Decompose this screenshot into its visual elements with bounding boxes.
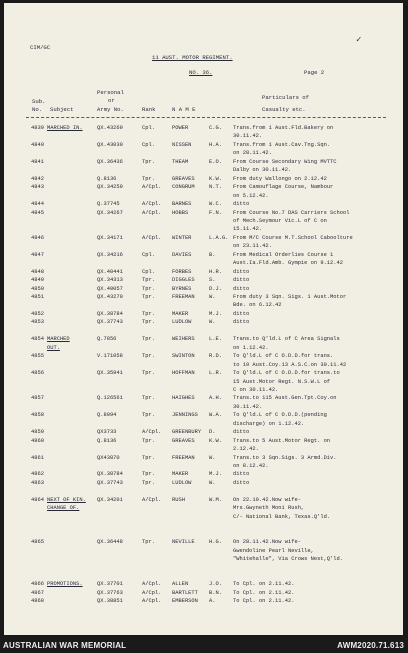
- unit-title: 11 AUST. MOTOR REGIMENT.: [152, 54, 233, 61]
- table-row: [4, 523, 403, 531]
- table-row: [4, 143, 403, 151]
- table-row: [4, 515, 403, 523]
- entry-army-number: QX.40057: [97, 285, 123, 292]
- col-or: or: [108, 97, 115, 104]
- table-row: [4, 261, 403, 269]
- table-row: [4, 236, 403, 244]
- table-row: [4, 211, 403, 219]
- table-row: [4, 371, 403, 379]
- entry-number: 4844: [31, 201, 44, 208]
- table-row: [4, 346, 403, 354]
- entry-initials: W.C.: [209, 201, 222, 208]
- table-row: [4, 312, 403, 320]
- entry-particulars: Mrs.Gwyneth Moni Rush,: [233, 505, 305, 512]
- entry-surname: ALLEN: [172, 581, 189, 588]
- entry-particulars: To Q'ld.L of C O.D.D.(pending: [233, 412, 327, 419]
- order-number: NO. 36.: [189, 69, 213, 76]
- entry-subject: CHANGE OF.: [47, 505, 80, 512]
- table-row: [4, 430, 403, 438]
- entry-number: 4857: [31, 395, 44, 402]
- entry-rank: A/Cpl.: [142, 201, 162, 208]
- entry-surname: GREENBURY: [172, 429, 202, 436]
- entry-particulars: To Cpl. on 2.11.42.: [233, 589, 295, 596]
- entry-army-number: Q.7856: [97, 336, 117, 343]
- entry-surname: FREEMAN: [172, 294, 195, 300]
- table-row: [4, 126, 403, 134]
- table-row: [4, 363, 403, 371]
- entry-number: 4848: [31, 268, 44, 275]
- table-row: [4, 565, 403, 573]
- entry-particulars: To Cpl. on 2.11.42.: [233, 598, 295, 605]
- table-row: [4, 549, 403, 557]
- table-row: [4, 447, 403, 455]
- entry-army-number: QX.37701: [97, 581, 123, 588]
- entry-particulars: on 8.12.42.: [233, 463, 269, 469]
- entry-surname: BARNES: [172, 201, 192, 208]
- entry-number: 4839: [31, 125, 44, 131]
- entry-surname: GREAVES: [172, 437, 195, 444]
- entry-army-number: Q.8094: [97, 412, 117, 419]
- entry-army-number: Q.126561: [97, 395, 123, 402]
- entry-number: 4851: [31, 294, 44, 300]
- entry-army-number: QX.43030: [97, 141, 123, 148]
- entry-particulars: To Q'ld.L of C O.D.D.for trans.to: [233, 370, 340, 376]
- entry-surname: JENNINGS: [172, 412, 198, 419]
- entry-rank: Tpr.: [142, 395, 155, 402]
- entry-particulars: discharge) on 1.12.42.: [233, 420, 305, 427]
- col-sub: Sub.: [32, 98, 46, 105]
- entry-initials: C.G.: [209, 125, 222, 131]
- table-row: [4, 160, 403, 168]
- entry-rank: Tpr.: [142, 158, 155, 165]
- entry-particulars: on 28.11.42.: [233, 150, 272, 157]
- entry-particulars: ditto: [233, 201, 250, 208]
- archive-footer: [0, 637, 408, 653]
- entry-number: 4863: [31, 479, 44, 486]
- entry-surname: LUDLOW: [172, 479, 192, 486]
- entry-rank: Cpl.: [142, 251, 155, 258]
- col-particulars: Particulars of: [262, 94, 309, 101]
- entry-surname: EMBERSON: [172, 598, 198, 605]
- col-casualty: Casualty etc.: [262, 106, 306, 113]
- entry-rank: Tpr.: [142, 471, 155, 478]
- entry-subject: OUT.: [47, 344, 60, 351]
- entry-particulars: 30.11.42.: [233, 403, 263, 410]
- entry-particulars: ditto: [233, 285, 250, 292]
- entry-particulars: ditto: [233, 471, 250, 478]
- entry-number: 4842: [31, 175, 44, 182]
- entry-rank: Tpr.: [142, 336, 155, 343]
- entry-rank: A/Cpl.: [142, 581, 162, 588]
- entry-initials: B.: [209, 251, 216, 258]
- entry-initials: J.O.: [209, 581, 222, 588]
- entry-rank: Tpr.: [142, 370, 155, 376]
- header-rule: [26, 117, 386, 118]
- entry-surname: RUSH: [172, 496, 185, 503]
- table-row: [4, 320, 403, 328]
- entry-army-number: QX3733: [97, 429, 117, 436]
- entry-army-number: QX.37743: [97, 319, 123, 326]
- entry-particulars: From Camouflage Course, Nambour: [233, 184, 334, 191]
- table-row: [4, 413, 403, 421]
- entry-particulars: From duty Wallongo on 2.12.42: [233, 175, 327, 182]
- entry-particulars: Trans.to Q'ld.L of C Area Signals: [233, 336, 340, 343]
- entry-particulars: On 28.11.42.Now wife-: [233, 539, 301, 545]
- entry-army-number: QX.40441: [97, 268, 123, 275]
- entry-rank: Tpr.: [142, 539, 155, 545]
- table-row: [4, 599, 403, 607]
- table-row: [4, 219, 403, 227]
- entry-number: 4855: [31, 353, 44, 360]
- entry-initials: W.: [209, 294, 216, 300]
- check-mark-icon: ✓: [356, 35, 362, 45]
- entry-army-number: QX.38851: [97, 598, 123, 605]
- archive-id: AWM2020.71.613: [337, 641, 404, 650]
- entry-army-number: Q.8136: [97, 175, 117, 182]
- entry-particulars: on 5.12.42.: [233, 192, 269, 199]
- entry-particulars: 15.11.42.: [233, 226, 263, 233]
- entry-particulars: on 1.12.42.: [233, 344, 269, 351]
- entry-particulars: to 19 Aust.Coy.13 A.S.C.on 30.11.42: [233, 361, 347, 368]
- page-number: Page 2: [304, 69, 325, 76]
- entry-army-number: QX.36448: [97, 539, 123, 545]
- entry-number: 4847: [31, 251, 44, 258]
- entry-rank: A/Cpl.: [142, 209, 162, 216]
- entry-number: 4865: [31, 539, 44, 545]
- table-row: [4, 202, 403, 210]
- entry-surname: HOBBS: [172, 209, 189, 216]
- col-rank: Rank: [142, 106, 156, 113]
- entry-army-number: QX.43269: [97, 125, 123, 131]
- entry-surname: WEIHERS: [172, 336, 195, 343]
- entry-initials: L.A.G.: [209, 234, 229, 241]
- entry-initials: S.: [209, 277, 216, 284]
- entry-initials: N.T.: [209, 184, 222, 191]
- entry-particulars: ditto: [233, 268, 250, 275]
- entry-initials: M.J.: [209, 471, 222, 478]
- entry-army-number: QX.34201: [97, 496, 123, 503]
- entry-army-number: QX.34171: [97, 234, 123, 241]
- entry-subject: PROMOTIONS.: [47, 581, 83, 588]
- col-army-no: Army No.: [97, 106, 124, 113]
- entry-number: 4856: [31, 370, 44, 376]
- entry-rank: A/Cpl.: [142, 496, 162, 503]
- entry-number: 4841: [31, 158, 44, 165]
- table-row: [4, 380, 403, 388]
- entry-rank: A/Cpl.: [142, 598, 162, 605]
- entry-surname: POWER: [172, 125, 189, 131]
- entry-army-number: QX.34259: [97, 184, 123, 191]
- entry-number: 4843: [31, 184, 44, 191]
- entry-particulars: of Mech.Seymour Vic.L of C on: [233, 217, 327, 224]
- entry-surname: HAIGHES: [172, 395, 195, 402]
- entry-initials: W.M.: [209, 496, 222, 503]
- entry-rank: Cpl.: [142, 125, 155, 131]
- entry-particulars: C on 30.11.42.: [233, 386, 279, 393]
- entry-number: 4840: [31, 141, 44, 148]
- entry-surname: FORBES: [172, 268, 192, 275]
- table-row: [4, 439, 403, 447]
- entry-initials: E.O.: [209, 158, 222, 165]
- entry-army-number: QX43870: [97, 454, 120, 461]
- entry-rank: Cpl.: [142, 268, 155, 275]
- table-row: [4, 582, 403, 590]
- entry-subject: MARCHED: [47, 336, 70, 343]
- entry-initials: M.J.: [209, 310, 222, 317]
- table-row: [4, 456, 403, 464]
- entry-particulars: 30.11.42.: [233, 133, 263, 140]
- entry-number: 4853: [31, 319, 44, 326]
- entry-number: 4866: [31, 581, 44, 588]
- table-row: [4, 472, 403, 480]
- col-name: N A M E: [172, 106, 196, 113]
- entry-number: 4858: [31, 412, 44, 419]
- entry-rank: Tpr.: [142, 353, 155, 360]
- entry-surname: NEVILLE: [172, 539, 195, 545]
- table-row: [4, 303, 403, 311]
- entry-surname: FREEMAN: [172, 454, 195, 461]
- table-row: [4, 168, 403, 176]
- entry-army-number: Q.37745: [97, 201, 120, 208]
- table-row: [4, 270, 403, 278]
- entry-particulars: ditto: [233, 429, 250, 436]
- entry-army-number: Q.8136: [97, 437, 117, 444]
- table-row: [4, 591, 403, 599]
- entry-surname: DIGGLES: [172, 277, 195, 284]
- entry-army-number: QX.37743: [97, 479, 123, 486]
- entry-particulars: From Course No.7 DAS Carriers School: [233, 209, 350, 216]
- entry-surname: BYRNES: [172, 285, 192, 292]
- entry-particulars: On 22.10.42.Now wife-: [233, 496, 301, 503]
- entry-initials: W.A.: [209, 412, 222, 419]
- entry-particulars: ditto: [233, 310, 250, 317]
- entry-surname: LUDLOW: [172, 319, 192, 326]
- entry-particulars: 15 Aust.Motor Regt. N.S.W.L of: [233, 378, 331, 385]
- table-row: [4, 396, 403, 404]
- entry-particulars: 2.12.42.: [233, 446, 259, 453]
- entry-rank: Tpr.: [142, 294, 155, 300]
- entry-particulars: C/- National Bank, Texas.Q'ld.: [233, 513, 331, 520]
- entry-initials: K.W.: [209, 437, 222, 444]
- entry-number: 4861: [31, 454, 44, 461]
- entry-rank: A/Cpl.: [142, 589, 162, 596]
- table-row: [4, 422, 403, 430]
- entry-surname: THEAM: [172, 158, 189, 165]
- entry-army-number: QX.34313: [97, 277, 123, 284]
- entry-particulars: From Medical Orderlies Course 1: [233, 251, 334, 258]
- entry-particulars: From Course Secondary Wing MVTTC: [233, 158, 337, 165]
- entry-surname: GREAVES: [172, 175, 195, 182]
- entry-rank: A/Cpl.: [142, 429, 162, 436]
- entry-army-number: QX.38784: [97, 310, 123, 317]
- entry-number: 4868: [31, 598, 44, 605]
- entry-army-number: QX.37763: [97, 589, 123, 596]
- archive-name: AUSTRALIAN WAR MEMORIAL: [3, 641, 127, 650]
- entry-particulars: Dalby on 30.11.42.: [233, 167, 292, 174]
- entry-particulars: Trans.to 3 Sqn.Sigs. 3 Armd.Div.: [233, 454, 337, 461]
- reference-code: CIM/GC: [30, 44, 51, 51]
- entry-particulars: Trans.to 115 Aust.Gen.Tpt.Coy.on: [233, 395, 337, 402]
- entry-initials: L.R.: [209, 370, 222, 376]
- table-row: [4, 134, 403, 142]
- entry-number: 4867: [31, 589, 44, 596]
- entry-number: 4864: [31, 496, 44, 503]
- entry-rank: Tpr.: [142, 175, 155, 182]
- entry-particulars: ditto: [233, 319, 250, 326]
- entry-initials: L.E.: [209, 336, 222, 343]
- entry-initials: H.R.: [209, 268, 222, 275]
- entry-particulars: Trans.from 1 Aust.Cav.Tng.Sqn.: [233, 141, 331, 148]
- entry-particulars: "Whitehalle", Via Crows Nest,Q'ld.: [233, 556, 343, 562]
- entry-rank: Tpr.: [142, 277, 155, 284]
- entry-initials: W.: [209, 319, 216, 326]
- table-row: [4, 295, 403, 303]
- entry-rank: Cpl.: [142, 141, 155, 148]
- entry-initials: H.G.: [209, 539, 222, 545]
- entry-army-number: QX.35941: [97, 370, 123, 376]
- entry-initials: W.: [209, 454, 216, 461]
- entry-number: 4845: [31, 209, 44, 216]
- table-row: [4, 532, 403, 540]
- entry-surname: MAKER: [172, 310, 189, 317]
- entry-number: 4860: [31, 437, 44, 444]
- entry-rank: Tpr.: [142, 437, 155, 444]
- entry-rank: Tpr.: [142, 454, 155, 461]
- table-row: [4, 557, 403, 565]
- table-row: [4, 354, 403, 362]
- table-row: [4, 405, 403, 413]
- table-row: [4, 337, 403, 345]
- entry-particulars: From duty 3 Sqn. Sigs. 1 Aust.Motor: [233, 294, 347, 300]
- entry-particulars: From M/C Course M.T.School Caboolture: [233, 234, 353, 241]
- entry-initials: B.N.: [209, 589, 222, 596]
- entry-rank: A/Cpl.: [142, 234, 162, 241]
- entry-particulars: Aust.Ia.Fld.Amb. Gympie on 9.12.42: [233, 260, 343, 267]
- entry-initials: K.W.: [209, 175, 222, 182]
- entry-particulars: Trans.from 1 Aust.Fld.Bakery on: [233, 125, 334, 131]
- entry-subject: NEXT OF KIN.: [47, 496, 86, 503]
- table-row: [4, 481, 403, 489]
- col-subject: Subject: [50, 106, 74, 113]
- entry-particulars: Gwendoline Pearl Neville,: [233, 547, 314, 554]
- entry-initials: A.H.: [209, 395, 222, 402]
- entry-number: 4852: [31, 310, 44, 317]
- table-row: [4, 464, 403, 472]
- entry-particulars: To Cpl. on 2.11.42.: [233, 581, 295, 588]
- entry-particulars: Bde. on 6.12.42: [233, 302, 282, 309]
- col-no: No.: [32, 106, 43, 113]
- entry-rank: Tpr.: [142, 319, 155, 326]
- table-row: [4, 253, 403, 261]
- entry-initials: R.D.: [209, 353, 222, 360]
- entry-particulars: To Q'ld.L of C O.D.D.for trans.: [233, 353, 334, 360]
- table-row: [4, 506, 403, 514]
- entry-army-number: QX.34267: [97, 209, 123, 216]
- entry-surname: BARTLETT: [172, 589, 198, 596]
- entry-subject: MARCHED IN.: [47, 125, 83, 131]
- entry-rank: Tpr.: [142, 412, 155, 419]
- entry-initials: H.A.: [209, 141, 222, 148]
- entry-number: 4854: [31, 336, 44, 343]
- entry-rank: Tpr.: [142, 285, 155, 292]
- entry-rank: Tpr.: [142, 310, 155, 317]
- table-row: [4, 244, 403, 252]
- entry-surname: WINTER: [172, 234, 192, 241]
- entry-particulars: on 23.11.42.: [233, 243, 272, 250]
- entry-number: 4862: [31, 471, 44, 478]
- entry-rank: Tpr.: [142, 479, 155, 486]
- entry-surname: MAKER: [172, 471, 189, 478]
- entry-initials: D.: [209, 429, 216, 436]
- entry-army-number: V.171058: [97, 353, 123, 360]
- table-row: [4, 388, 403, 396]
- entry-number: 4846: [31, 234, 44, 241]
- entry-particulars: ditto: [233, 277, 250, 284]
- entry-surname: HOFFMAN: [172, 370, 195, 376]
- entry-army-number: QX.38784: [97, 471, 123, 478]
- entry-initials: D.J.: [209, 285, 222, 292]
- table-row: [4, 278, 403, 286]
- table-row: [4, 177, 403, 185]
- entry-army-number: QX.36436: [97, 158, 123, 165]
- table-row: [4, 194, 403, 202]
- entry-surname: NISSEN: [172, 141, 192, 148]
- entry-army-number: QX.34216: [97, 251, 123, 258]
- entry-surname: CONGRUM: [172, 184, 195, 191]
- col-personal: Personal: [97, 89, 124, 96]
- entry-number: 4849: [31, 277, 44, 284]
- entry-initials: F.N.: [209, 209, 222, 216]
- entry-initials: W.: [209, 479, 216, 486]
- entry-rank: A/Cpl.: [142, 184, 162, 191]
- entry-number: 4859: [31, 429, 44, 436]
- entry-number: 4850: [31, 285, 44, 292]
- entry-particulars: ditto: [233, 479, 250, 486]
- entry-particulars: Trans.to 5 Aust.Motor Regt. on: [233, 437, 331, 444]
- entry-surname: SWINTON: [172, 353, 195, 360]
- entry-army-number: QX.43270: [97, 294, 123, 300]
- entry-surname: DAVIES: [172, 251, 192, 258]
- entry-initials: A.: [209, 598, 216, 605]
- table-row: [4, 185, 403, 193]
- table-row: [4, 151, 403, 159]
- table-row: [4, 540, 403, 548]
- document-page: [4, 3, 403, 635]
